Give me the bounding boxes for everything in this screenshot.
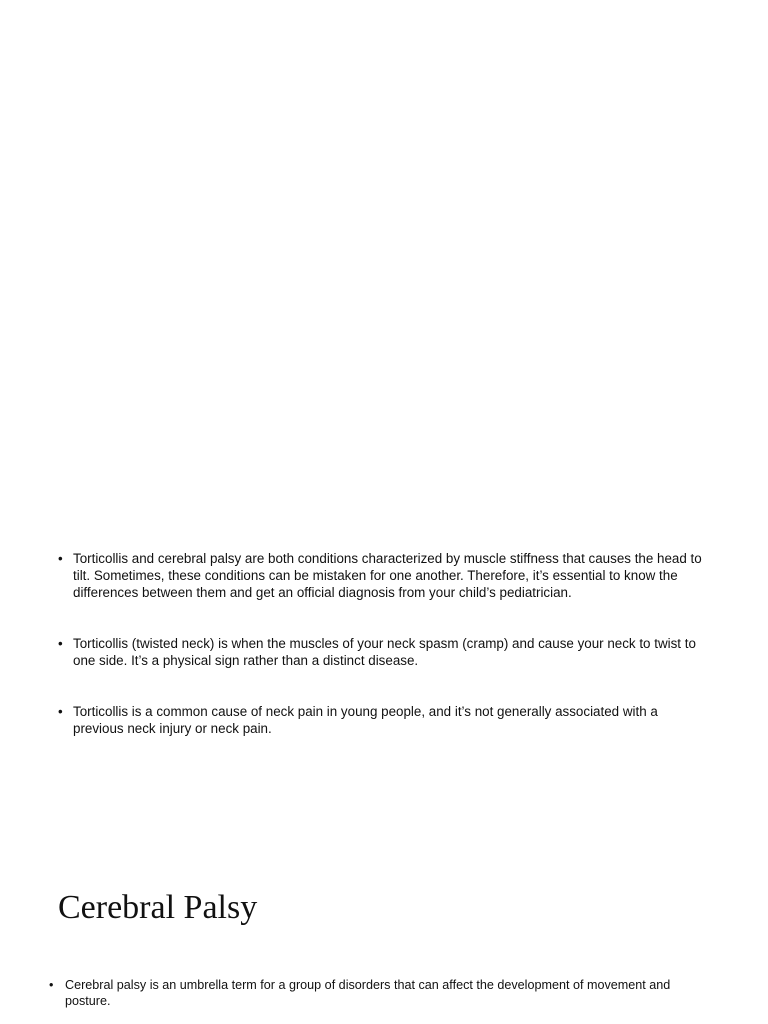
bullet-icon: • — [58, 551, 63, 566]
bullet-text: Torticollis (twisted neck) is when the muscles of your neck spasm (cramp) and cause your neck to twist to one side. It’s a physical sign rather than a distinct disease. — [73, 636, 696, 668]
bullet-item — [58, 703, 710, 737]
bullet-item — [58, 550, 710, 601]
bullet-icon: • — [49, 978, 54, 992]
bullet-item — [58, 635, 710, 669]
bullet-text: Torticollis and cerebral palsy are both conditions characterized by muscle stiffness that causes the head to tilt. Sometimes, these conditions can be mistaken for one another. Therefore, it’s essential to know the differences between them and get an official diagnosis from your child’s pediatrician. — [73, 551, 702, 600]
bullet-text: Cerebral palsy is an umbrella term for a group of disorders that can affect the development of movement and posture. — [65, 978, 671, 1008]
bullet-icon: • — [58, 636, 63, 651]
section-title: Cerebral Palsy — [58, 889, 258, 926]
bullet-item — [49, 977, 717, 1009]
torticollis-bullet-list — [58, 550, 710, 771]
bullet-icon: • — [58, 704, 63, 719]
bullet-text: Torticollis is a common cause of neck pain in young people, and it’s not generally associated with a previous neck injury or neck pain. — [73, 704, 658, 736]
cerebral-palsy-bullet-list — [49, 977, 717, 1009]
